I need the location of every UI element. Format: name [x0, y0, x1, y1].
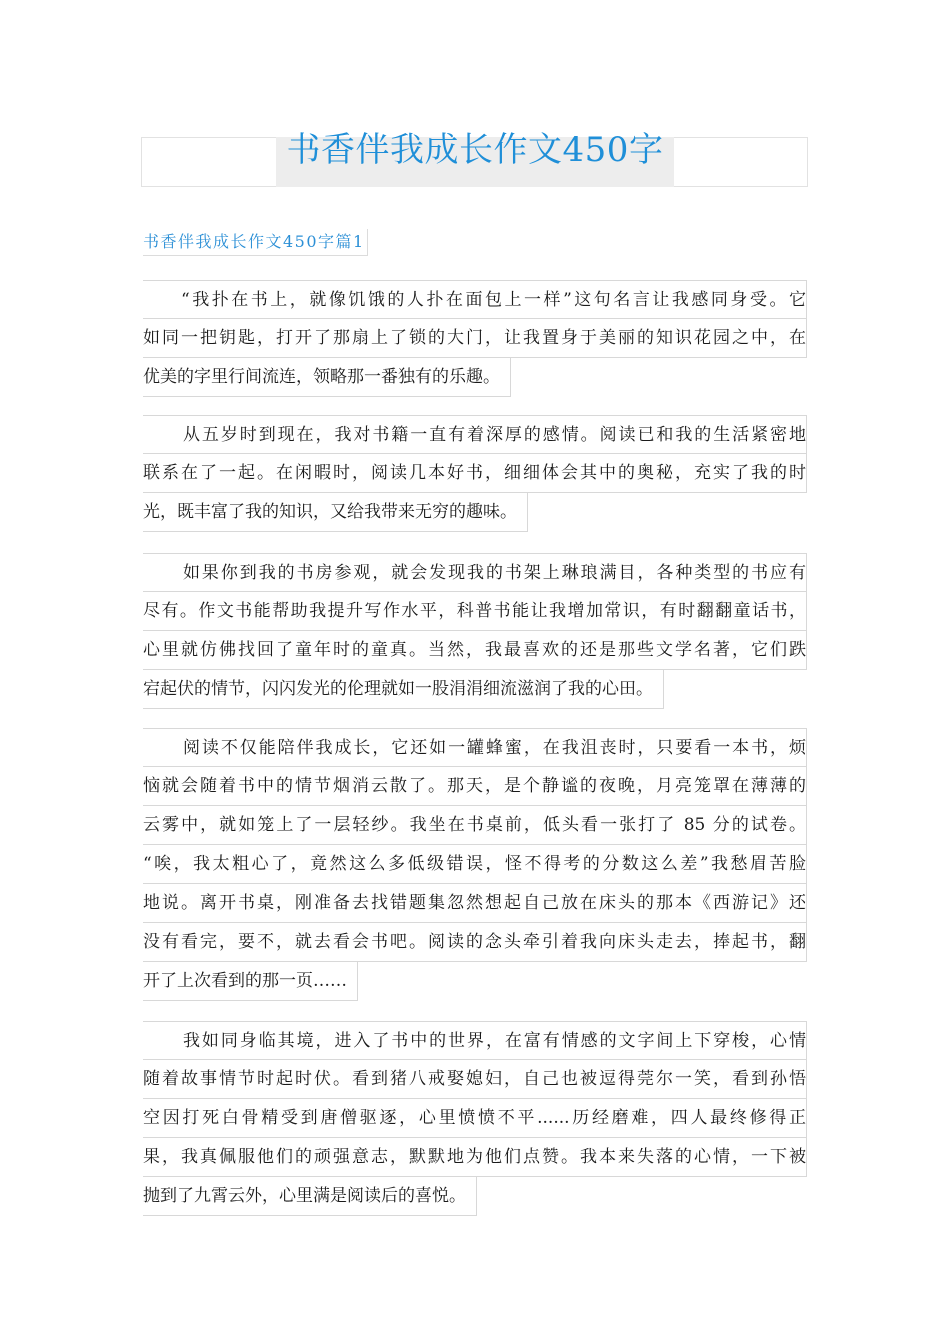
- text-line: 如同一把钥匙，打开了那扇上了锁的大门，让我置身于美丽的知识花园之中，在: [143, 319, 807, 358]
- text-line: 恼就会随着书中的情节烟消云散了。那天，是个静谧的夜晚，月亮笼罩在薄薄的: [143, 767, 807, 806]
- text-line: “我扑在书上，就像饥饿的人扑在面包上一样”这句名言让我感同身受。它: [143, 280, 807, 319]
- text-line: 如果你到我的书房参观，就会发现我的书架上琳琅满目，各种类型的书应有: [143, 553, 807, 592]
- text-line: 我如同身临其境，进入了书中的世界，在富有情感的文字间上下穿梭，心情: [143, 1021, 807, 1060]
- text-line: 联系在了一起。在闲暇时，阅读几本好书，细细体会其中的奥秘，充实了我的时: [143, 454, 807, 493]
- text-line: 宕起伏的情节，闪闪发光的伦理就如一股涓涓细流滋润了我的心田。: [143, 670, 664, 709]
- text-line: 没有看完，要不，就去看会书吧。阅读的念头牵引着我向床头走去，捧起书，翻: [143, 923, 807, 962]
- text-line: 云雾中，就如笼上了一层轻纱。我坐在书桌前，低头看一张打了 85 分的试卷。: [143, 806, 807, 845]
- text-line: “唉，我太粗心了，竟然这么多低级错误，怪不得考的分数这么差”我愁眉苦脸: [143, 845, 807, 884]
- text-line: 光，既丰富了我的知识，又给我带来无穷的趣味。: [143, 493, 528, 532]
- text-line: 心里就仿佛找回了童年时的童真。当然，我最喜欢的还是那些文学名著，它们跌: [143, 631, 807, 670]
- text-line: 优美的字里行间流连，领略那一番独有的乐趣。: [143, 358, 511, 397]
- text-line: 尽有。作文书能帮助我提升写作水平，科普书能让我增加常识，有时翻翻童话书，: [143, 592, 807, 631]
- text-line: 果，我真佩服他们的顽强意志，默默地为他们点赞。我本来失落的心情，一下被: [143, 1138, 807, 1177]
- text-line: 空因打死白骨精受到唐僧驱逐，心里愤愤不平......历经磨难，四人最终修得正: [143, 1099, 807, 1138]
- text-line: 随着故事情节时起时伏。看到猪八戒娶媳妇，自己也被逗得莞尔一笑，看到孙悟: [143, 1060, 807, 1099]
- section-heading: 书香伴我成长作文450字篇1: [143, 229, 368, 256]
- text-line: 开了上次看到的那一页……: [143, 962, 358, 1001]
- text-line: 地说。离开书桌，刚准备去找错题集忽然想起自己放在床头的那本《西游记》还: [143, 884, 807, 923]
- text-line: 抛到了九霄云外，心里满是阅读后的喜悦。: [143, 1177, 477, 1216]
- document-title: 书香伴我成长作文450字: [286, 130, 664, 170]
- text-line: 从五岁时到现在，我对书籍一直有着深厚的感情。阅读已和我的生活紧密地: [143, 415, 807, 454]
- text-line: 阅读不仅能陪伴我成长，它还如一罐蜂蜜，在我沮丧时，只要看一本书，烦: [143, 728, 807, 767]
